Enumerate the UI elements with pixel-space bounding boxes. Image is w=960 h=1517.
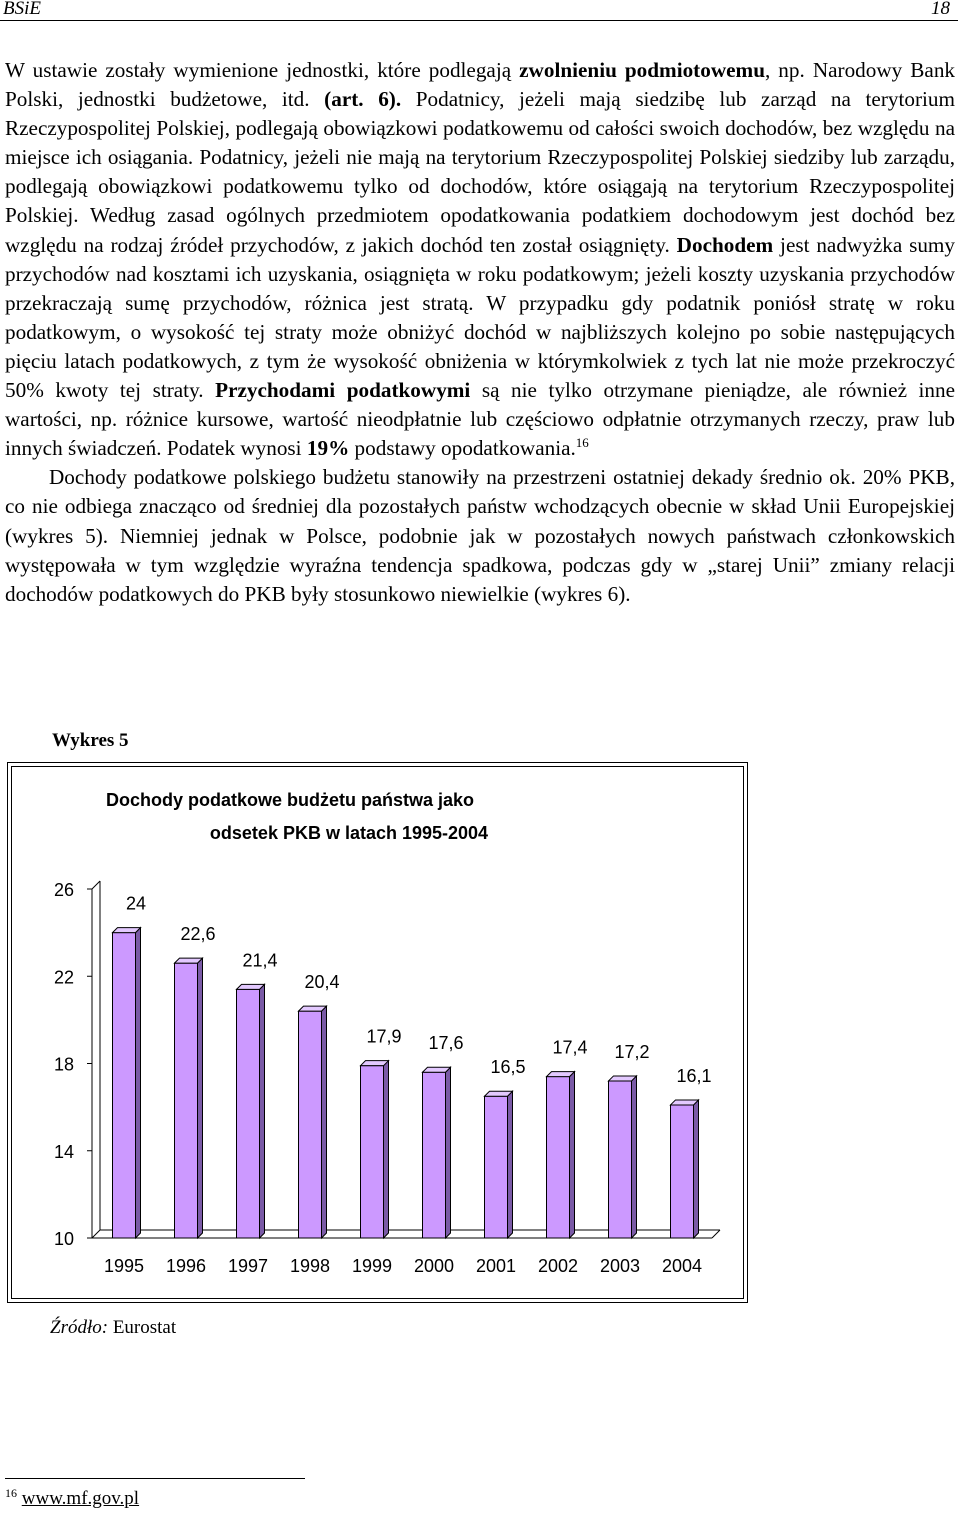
x-tick-label-2002: 2002	[537, 1256, 579, 1276]
footnote-divider	[5, 1478, 305, 1479]
value-label-2002: 17,4	[552, 1037, 588, 1058]
bar-side-2001	[508, 1091, 513, 1238]
page-number: 18	[931, 0, 950, 19]
x-tick-label-1999: 1999	[351, 1256, 393, 1276]
bar-2003	[609, 1081, 632, 1238]
value-label-2000: 17,6	[428, 1033, 464, 1054]
bar-top-1998	[299, 1006, 327, 1011]
footnote-link[interactable]: www.mf.gov.pl	[21, 1488, 140, 1509]
bar-top-2004	[671, 1100, 699, 1105]
bar-1995	[113, 933, 136, 1238]
y-tick-label-1: 14	[54, 1141, 75, 1162]
p1-text-5: są nie tylko otrzymane pieniądze, ale również inne wartości, np. różnice kursowe, wartość nieodpłatnie lub częściowo odpłatnie otrzymanych rzeczy, praw lub innych świadczeń. Podatek wynosi	[5, 378, 955, 461]
p1-bold-2: (art. 6).	[324, 87, 402, 112]
floor-edge-left	[92, 1230, 100, 1238]
bar-2004	[671, 1105, 694, 1238]
p1-bold-4: Przychodami podatkowymi	[215, 378, 471, 403]
bar-top-1997	[237, 984, 265, 989]
bar-top-2000	[423, 1067, 451, 1072]
p1-bold-1: zwolnieniu podmiotowemu	[519, 58, 765, 82]
paragraph-2: Dochody podatkowe polskiego budżetu stanowiły na przestrzeni ostatniej dekady średnio ok. 20% PKB, co nie odbiega znacząco od średniej dla pozostałych państw wchodzących obecnie w skład Unii Europejskiej (wykres 5). Niemniej jednak w Polsce, podobnie jak w pozostałych nowych państwach członkowskich występowała w tym względzie wyraźna tendencja spadkowa, podczas gdy w „starej Unii” zmiany relacji dochodów podatkowych do PKB były stosunkowo niewielkie (wykres 6).	[5, 465, 955, 606]
chart	[7, 762, 748, 1303]
p1-text-2: , np. Narodowy Bank Polski, jednostki budżetowe, itd.	[5, 58, 956, 112]
bar-2001	[485, 1096, 508, 1238]
body-text	[5, 56, 955, 609]
value-label-2004: 16,1	[676, 1065, 712, 1086]
x-tick-label-2001: 2001	[475, 1256, 517, 1276]
bar-top-2001	[485, 1091, 513, 1096]
value-label-1995: 24	[125, 893, 147, 914]
p1-text-6: podstawy opodatkowania.	[349, 436, 576, 461]
footnote-number: 16	[5, 1486, 17, 1500]
y-tick-label-2: 18	[54, 1054, 75, 1075]
p1-bold-3: Dochodem	[676, 232, 774, 257]
wall-edge-top	[92, 881, 100, 889]
page-header	[0, 0, 958, 21]
chart-bars	[113, 928, 699, 1238]
bar-top-1995	[113, 928, 141, 933]
source-label: Źródło:	[50, 1317, 109, 1338]
x-tick-label-1998: 1998	[289, 1256, 331, 1276]
bar-1996	[175, 963, 198, 1238]
source-value: Eurostat	[108, 1317, 177, 1338]
x-tick-label-2000: 2000	[413, 1256, 455, 1276]
value-label-1996: 22,6	[180, 924, 216, 945]
x-tick-label-1996: 1996	[165, 1256, 207, 1276]
bar-side-2000	[446, 1067, 451, 1238]
footnote	[5, 1488, 139, 1510]
p1-text-4: jest nadwyżka sumy przychodów nad kosztami ich uzyskania, osiągnięta w roku podatkowym; jeżeli koszty uzyskania przychodów przekraczają sumę przychodów, różnica jest stratą. W przypadku gdy podatnik poniósł stratę w roku podatkowym, o wysokość tej straty może obniżyć dochód w najbliższych kolejno po sobie następujących pięciu latach podatkowych, z tym że wysokość obniżenia w którymkolwiek z tych lat nie może przekroczyć 50% kwoty tej straty.	[5, 232, 956, 403]
chart-title-line-1: Dochody podatkowe budżetu państwa jako	[105, 790, 475, 810]
value-label-1998: 20,4	[304, 972, 340, 993]
bar-side-1995	[136, 928, 141, 1238]
bar-2002	[547, 1077, 570, 1238]
y-tick-label-4: 26	[54, 880, 75, 900]
bar-top-2002	[547, 1072, 575, 1077]
bar-top-1999	[361, 1061, 389, 1066]
p1-text-1: W ustawie zostały wymienione jednostki, które podlegają	[5, 58, 520, 82]
bar-1999	[361, 1066, 384, 1238]
chart-title-line-2: odsetek PKB w latach 1995-2004	[209, 823, 489, 843]
floor-edge-right	[712, 1230, 720, 1238]
journal-name: BSiE	[3, 0, 41, 19]
bar-side-1996	[198, 958, 203, 1238]
value-label-1997: 21,4	[242, 950, 278, 971]
footnote-ref[interactable]: 16	[575, 435, 589, 451]
p1-bold-5: 19%	[306, 436, 350, 461]
x-tick-label-1997: 1997	[227, 1256, 269, 1276]
value-label-1999: 17,9	[366, 1026, 402, 1047]
y-tick-label-3: 22	[54, 967, 75, 988]
p1-text-3: Podatnicy, jeżeli mają siedzibę lub zarząd na terytorium Rzeczypospolitej Polskiej, podlegają obowiązkowi podatkowemu od całości swoich dochodów, bez względu na miejsce ich osiągania. Podatnicy, jeżeli nie mają na terytorium Rzeczypospolitej Polskiej siedziby lub zarządu, podlegają obowiązkowi podatkowemu tylko od dochodów, które osiągają na terytorium Rzeczypospolitej Polskiej. Według zasad ogólnych przedmiotem opodatkowania podatkiem dochodowym jest dochód bez względu na rodzaj źródeł przychodów, z jakich dochód ten został osiągnięty.	[5, 87, 955, 257]
x-tick-label-2003: 2003	[599, 1256, 641, 1276]
bar-side-1997	[260, 984, 265, 1238]
x-tick-label-1995: 1995	[103, 1256, 145, 1276]
bar-top-1996	[175, 958, 203, 963]
bar-top-2003	[609, 1076, 637, 1081]
x-tick-label-2004: 2004	[661, 1256, 703, 1276]
bar-side-2004	[694, 1100, 699, 1238]
value-label-2003: 17,2	[614, 1041, 650, 1062]
bar-side-2003	[632, 1076, 637, 1238]
y-tick-label-0: 10	[54, 1229, 75, 1249]
value-label-2001: 16,5	[490, 1057, 526, 1078]
paragraph-1	[5, 56, 955, 463]
bar-side-1998	[322, 1006, 327, 1238]
bar-1997	[237, 989, 260, 1238]
source-note	[50, 1317, 176, 1339]
bar-side-1999	[384, 1061, 389, 1238]
figure-label: Wykres 5	[52, 730, 129, 751]
bar-side-2002	[570, 1072, 575, 1238]
bar-1998	[299, 1011, 322, 1238]
bar-2000	[423, 1072, 446, 1238]
